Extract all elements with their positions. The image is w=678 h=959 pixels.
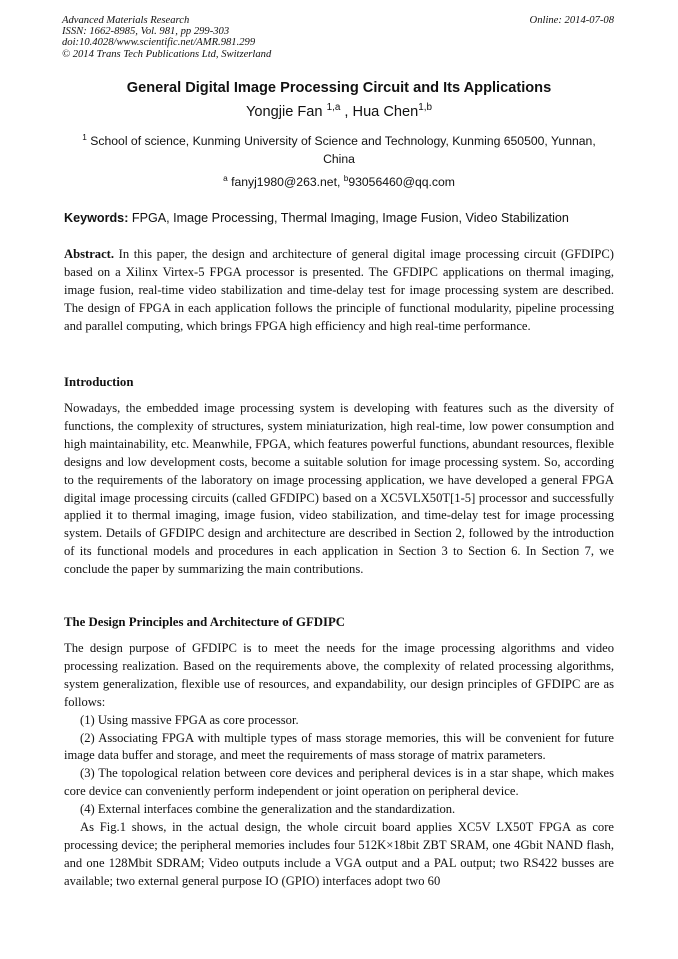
introduction-text: Nowadays, the embedded image processing system is developing with features such as the diversity of functions, the complexity of structures, system miniaturization, high real-time, low power consumption and high maintainability, etc. Meanwhile, FPGA, which features powerful functions, abundant resources, flexible designs and low development costs, become a suitable solution for image processing system. So, according to the requirements of the laboratory on image processing application, we have developed a general FPGA digital image processing circuits (called GFDIPC) based on a XC5VLX50T[1-5] processor and successfully applied it to thermal imaging, image fusion, video stabilization, and time-delay test for image processing system. Details of GFDIPC design and architecture are described in Section 2, followed by the introduction of its functional models and procedures in each application in Section 3 to Section 6. In Section 7, we conclude the paper by summarizing the main contributions.: [64, 401, 615, 577]
design-item-1: (1) Using massive FPGA as core processor.: [80, 712, 299, 727]
introduction-heading: Introduction: [64, 375, 134, 389]
author-1-sup: 1,a: [326, 102, 341, 114]
author-2: Hua Chen: [352, 104, 419, 120]
journal-name: Advanced Materials Research: [62, 15, 190, 26]
keywords-label: Keywords:: [64, 211, 129, 225]
abstract: [64, 246, 614, 336]
journal-header: [62, 15, 614, 60]
author-separator: ,: [340, 104, 353, 120]
email-a-sup: a: [223, 172, 228, 183]
author-2-sup: 1,b: [418, 102, 433, 114]
journal-issn: ISSN: 1662-8985, Vol. 981, pp 299-303: [62, 26, 230, 38]
keywords: [64, 211, 569, 225]
author-1: Yongjie Fan: [245, 104, 323, 120]
affiliation-sup: 1: [82, 131, 87, 142]
online-date: Online: 2014-07-08: [529, 15, 614, 26]
email-b: 93056460@qq.com: [348, 175, 455, 189]
design-item-3: (3) The topological relation between core devices and peripheral devices is in a star shape, which makes core device can conveniently perform independent or joint operation on peripheral device.: [64, 766, 614, 799]
author-line: [0, 104, 678, 120]
journal-doi: doi:10.4028/www.scientific.net/AMR.981.299: [62, 37, 256, 49]
journal-copyright: © 2014 Trans Tech Publications Ltd, Switzerland: [62, 48, 272, 60]
email-a: fanyj1980@263.net,: [231, 175, 341, 189]
abstract-text: In this paper, the design and architecture of general digital image processing circuit (GFDIPC) based on a Xilinx Virtex-5 FPGA processor is presented. The GFDIPC applications on thermal imaging, image fusion, real-time video stabilization and time-delay test for image processing system are described. The design of FPGA in each application follows the principle of functional modularity, pipeline processing and parallel computing, which brings FPGA high efficiency and high real-time performance.: [64, 247, 614, 333]
design-heading: The Design Principles and Architecture of GFDIPC: [64, 615, 346, 629]
introduction-body: [64, 400, 614, 579]
email-b-sup: b: [343, 172, 349, 183]
design-item-4: (4) External interfaces combine the generalization and the standardization.: [80, 802, 456, 817]
design-item-2: (2) Associating FPGA with multiple types of mass storage memories, this will be convenient for future image data buffer and storage, and meet the requirements of mass storage of matrix parameters.: [64, 730, 614, 763]
design-body: [64, 640, 614, 891]
abstract-label: Abstract.: [64, 247, 115, 261]
affiliation: [72, 132, 606, 168]
design-fig-text: As Fig.1 shows, in the actual design, the whole circuit board applies XC5V LX50T FPGA as core processing device; the peripheral memories includes four 512K×18bit ZBT SRAM, one 4Gbit NAND flash, and one 128Mbit SDRAM; Video outputs include a VGA output and a PAL output; two RS422 busses are available; two external general purpose IO (GPIO) interfaces adopt two 60: [64, 820, 614, 888]
paper-title: General Digital Image Processing Circuit and Its Applications: [126, 80, 552, 96]
keywords-text: FPGA, Image Processing, Thermal Imaging, Image Fusion, Video Stabilization: [131, 211, 569, 225]
email-line: [0, 172, 678, 189]
affiliation-text: School of science, Kunming University of Science and Technology, Kunming 650500, Yunnan, China: [90, 134, 596, 166]
design-intro: The design purpose of GFDIPC is to meet the needs for the image processing algorithms and video processing realization. Based on the requirements above, the complexity of related processing algorithms, system generalization, flexible use of resources, and expandability, our design principles of GFDIPC are as follows:: [64, 641, 614, 709]
